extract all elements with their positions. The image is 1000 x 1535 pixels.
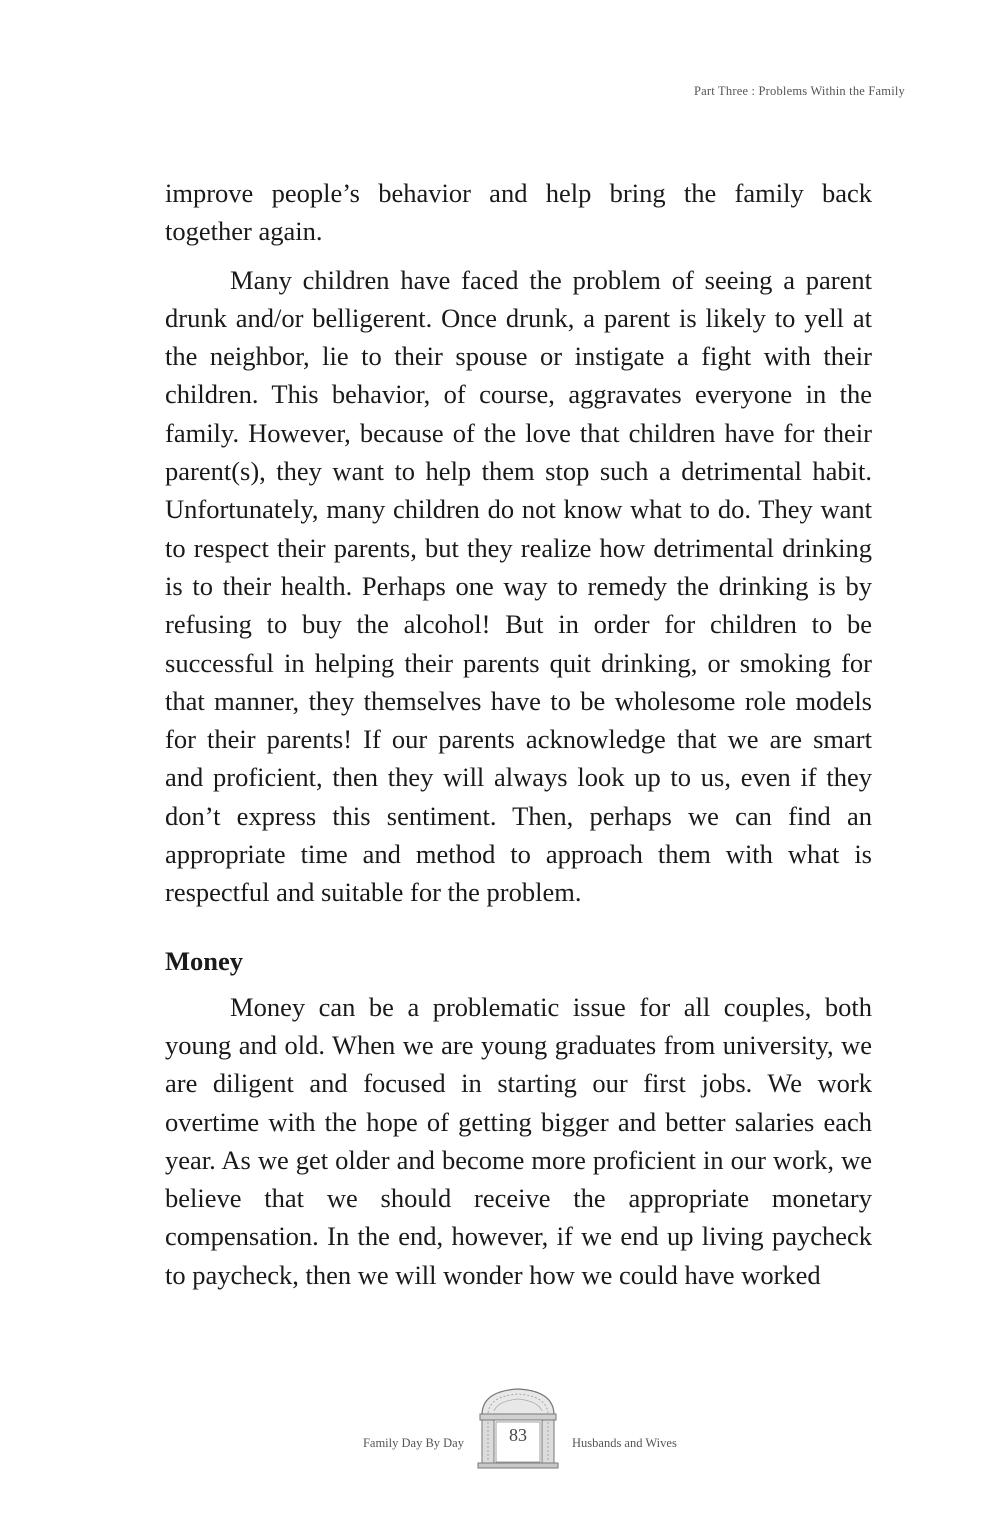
paragraph-money: Money can be a problematic issue for all couples, both young and old. When we are young graduates from university, we are diligent and focused in starting our first jobs. We work overtime with the hope of getting bigger and better salaries each year. As we get older and become more proficient in our work, we believe that we should receive the appropriate monetary compensation. In the end, however, if we end up living paycheck to paycheck, then we will wonder how we could have worked — [165, 991, 872, 1290]
page-footer — [0, 1385, 1000, 1475]
page-number: 83 — [509, 1425, 527, 1445]
footer-section-title: Husbands and Wives — [572, 1436, 677, 1450]
running-header: Part Three : Problems Within the Family — [694, 84, 905, 98]
paragraph-alcohol: Many children have faced the problem of seeing a parent drunk and/or belligerent. Once drunk, a parent is likely to yell at the neighbor, lie to their spouse or instigate a fight with their children. This behavior, of course, aggravates everyone in the family. However, because of the love that children have for their parent(s), they want to help them stop such a detrimental habit. Unfortunately, many children do not know what to do. They want to respect their parents, but they realize how detrimental drinking is to their health. Perhaps one way to remedy the drinking is by refusing to buy the alcohol! But in order for children to be successful in helping their parents quit drinking, or smoking for that manner, they themselves have to be wholesome role models for their parents! If our parents acknowledge that we are smart and proficient, then they will always look up to us, even if they don’t express this sentiment. Then, perhaps we can find an appropriate time and method to approach them with what is respectful and suitable for the problem. — [165, 264, 872, 908]
paragraph-continued: improve people’s behavior and help bring the family back together again. — [165, 178, 872, 247]
footer-book-title: Family Day By Day — [362, 1436, 464, 1450]
section-heading: Money — [165, 945, 244, 976]
page-body — [165, 174, 872, 1294]
